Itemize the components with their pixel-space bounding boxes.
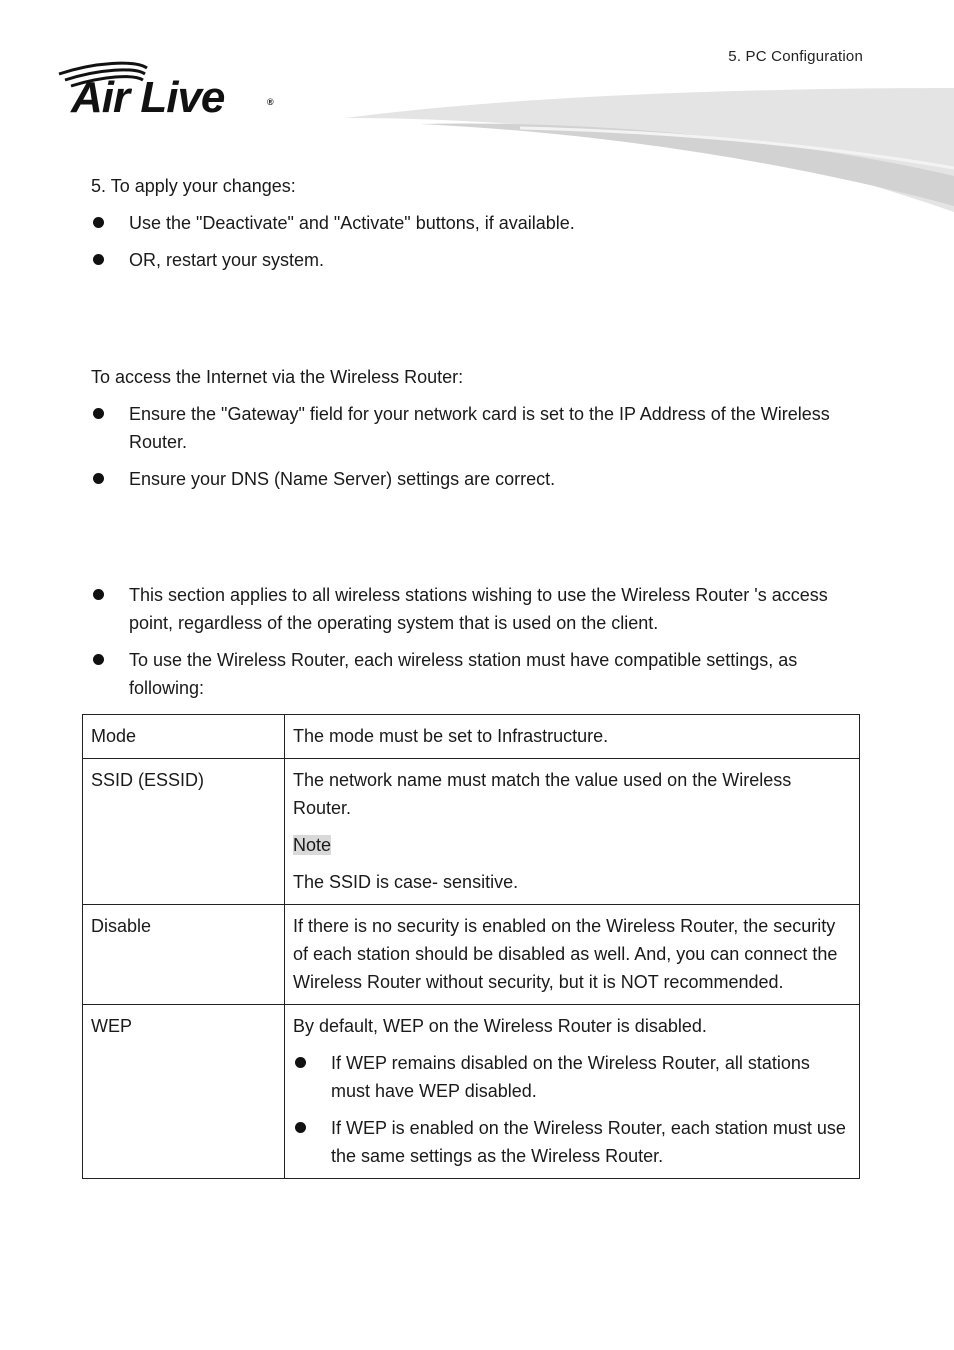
table-row — [83, 905, 860, 1005]
list-item — [293, 1049, 851, 1105]
registered-mark: ® — [267, 97, 274, 107]
table-row — [83, 759, 860, 905]
list-item — [293, 1114, 851, 1170]
airlive-logo — [55, 60, 285, 130]
table-cell-description — [285, 905, 860, 1005]
list-item-text: If WEP is enabled on the Wireless Router, each station must use the same settings as the Wireless Router. — [331, 1118, 846, 1166]
bullet-icon — [93, 654, 104, 665]
bullet-icon — [93, 217, 104, 228]
list-item — [91, 581, 861, 637]
cell-paragraph: By default, WEP on the Wireless Router is disabled. — [293, 1016, 707, 1036]
list-item-text: This section applies to all wireless stations wishing to use the Wireless Router 's access point, regardless of the operating system that is used on the client. — [129, 585, 828, 633]
apply-step: 5. To apply your changes: — [91, 176, 296, 196]
list-item-text: Ensure the "Gateway" field for your network card is set to the IP Address of the Wireless Router. — [129, 404, 830, 452]
table-cell-description — [285, 759, 860, 905]
table-cell-name: Disable — [83, 905, 285, 1005]
list-item-text: Use the "Deactivate" and "Activate" buttons, if available. — [129, 213, 575, 233]
list-item-text: OR, restart your system. — [129, 250, 325, 270]
list-item — [91, 465, 861, 493]
list-item-text: Ensure your DNS (Name Server) settings are correct. — [129, 469, 556, 489]
list-item — [91, 400, 861, 456]
cell-paragraph: The network name must match the value used on the Wireless Router. — [293, 770, 792, 818]
table-cell-name: WEP — [83, 1005, 285, 1179]
list-item — [91, 246, 861, 274]
wireless-settings-table — [82, 714, 860, 1179]
table-row — [83, 715, 860, 759]
bullet-icon — [295, 1057, 306, 1068]
list-item — [91, 209, 861, 237]
cell-paragraph: The mode must be set to Infrastructure. — [293, 726, 609, 746]
list-item — [91, 646, 861, 702]
table-cell-description — [285, 1005, 860, 1179]
list-item-text: To use the Wireless Router, each wireless station must have compatible settings, as following: — [129, 650, 798, 698]
table-row — [83, 1005, 860, 1179]
bullet-icon — [93, 254, 104, 265]
bullet-icon — [93, 589, 104, 600]
list-item-text: If WEP remains disabled on the Wireless Router, all stations must have WEP disabled. — [331, 1053, 810, 1101]
logo-wordmark: Air Live — [71, 73, 225, 122]
cell-paragraph: If there is no security is enabled on the Wireless Router, the security of each station should be disabled as well. And, you can connect the Wireless Router without security, but it is NOT recommended. — [293, 916, 838, 992]
table-cell-description — [285, 715, 860, 759]
note-label: Note — [293, 835, 332, 855]
note-text: The SSID is case- sensitive. — [293, 872, 519, 892]
bullet-icon — [295, 1122, 306, 1133]
section-label: 5. PC Configuration — [728, 48, 863, 65]
table-cell-name: Mode — [83, 715, 285, 759]
internet-intro: To access the Internet via the Wireless Router: — [91, 367, 464, 387]
bullet-icon — [93, 473, 104, 484]
bullet-icon — [93, 408, 104, 419]
table-cell-name: SSID (ESSID) — [83, 759, 285, 905]
